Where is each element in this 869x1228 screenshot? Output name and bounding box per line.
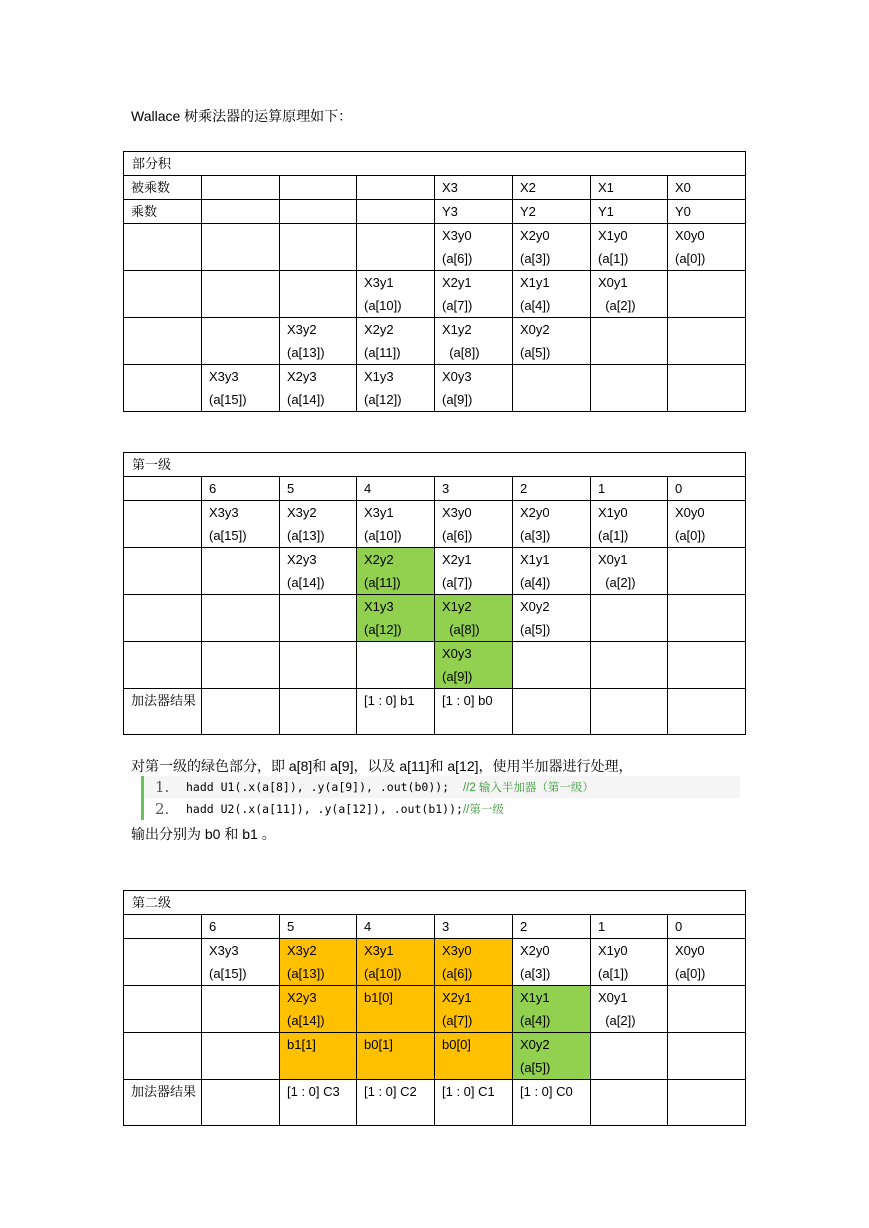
cell-text: (a[15]) <box>209 392 247 407</box>
cell-text: X1y1 <box>520 275 550 290</box>
cell-text: (a[0]) <box>675 966 706 981</box>
table-cell <box>668 501 746 548</box>
table-cell <box>435 939 513 986</box>
table-row <box>124 365 746 412</box>
table-cell <box>280 271 357 318</box>
table-cell <box>435 642 513 689</box>
table-cell <box>280 200 357 224</box>
cell-text: X3y0 <box>442 228 472 243</box>
cell-text: 4 <box>364 481 372 496</box>
cell-text: (a[8]) <box>442 622 480 637</box>
cell-text: X1y3 <box>364 599 394 614</box>
cell-text: (a[6]) <box>442 966 473 981</box>
table-cell <box>124 548 202 595</box>
table-cell <box>591 1080 668 1126</box>
table-cell <box>513 642 591 689</box>
table-cell <box>591 1033 668 1080</box>
table-cell <box>513 318 591 365</box>
code-text: hadd U1(.x(a[8]), .y(a[9]), .out(b0)); <box>186 780 463 794</box>
cell-text: (a[11]) <box>364 575 401 590</box>
table-cell <box>513 176 591 200</box>
cell-text: X3y3 <box>209 505 239 520</box>
table-cell <box>357 642 435 689</box>
table-cell <box>202 318 280 365</box>
cell-text: (a[10]) <box>364 298 402 313</box>
table-cell <box>357 224 435 271</box>
table-cell <box>124 224 202 271</box>
table-cell <box>202 1080 280 1126</box>
cell-text: 0 <box>675 481 683 496</box>
cell-text: (a[13]) <box>287 345 325 360</box>
cell-text: (a[5]) <box>520 345 551 360</box>
cell-text: (a[13]) <box>287 528 325 543</box>
table-cell <box>668 689 746 735</box>
cell-text: X1y2 <box>442 322 472 337</box>
table-cell <box>124 689 202 735</box>
cell-text: 1 <box>598 919 606 934</box>
cell-text: X2y2 <box>364 322 394 337</box>
cell-text: X0y2 <box>520 1037 550 1052</box>
cell-text: X2y1 <box>442 275 472 290</box>
table-cell <box>435 224 513 271</box>
cell-text: (a[10]) <box>364 966 402 981</box>
table-cell <box>591 939 668 986</box>
table-cell <box>668 915 746 939</box>
table-cell <box>280 501 357 548</box>
table-title: 第一级 <box>124 453 746 477</box>
cell-text: X2y0 <box>520 505 550 520</box>
table-row <box>124 939 746 986</box>
cell-text: b1[1] <box>287 1037 316 1052</box>
table-cell <box>202 986 280 1033</box>
table-cell <box>280 224 357 271</box>
cell-text: 5 <box>287 919 295 934</box>
cell-text: (a[5]) <box>520 1060 551 1075</box>
table-cell <box>357 365 435 412</box>
cell-text: X2y3 <box>287 369 317 384</box>
line-number: 1. <box>155 778 170 796</box>
cell-text: (a[3]) <box>520 528 551 543</box>
cell-text: (a[0]) <box>675 251 706 266</box>
cell-text: (a[2]) <box>598 298 636 313</box>
cell-text: (a[7]) <box>442 575 473 590</box>
cell-text: X3y0 <box>442 505 472 520</box>
cell-text: 3 <box>442 481 450 496</box>
table-cell <box>435 1080 513 1126</box>
code-comment: //第一级 <box>462 804 504 816</box>
table-cell <box>357 689 435 735</box>
table-cell <box>435 986 513 1033</box>
table-row <box>124 548 746 595</box>
cell-text: (a[4]) <box>520 575 551 590</box>
table-cell <box>124 1033 202 1080</box>
table-cell <box>202 200 280 224</box>
cell-text: X0 <box>675 180 691 195</box>
cell-text: X1y3 <box>364 369 394 384</box>
table-cell <box>435 477 513 501</box>
cell-text: X2y0 <box>520 228 550 243</box>
cell-text: (a[0]) <box>675 528 706 543</box>
table-cell <box>591 548 668 595</box>
table-cell <box>513 595 591 642</box>
table-cell <box>435 176 513 200</box>
table-cell <box>513 986 591 1033</box>
table-cell <box>668 548 746 595</box>
table-cell <box>513 365 591 412</box>
table-cell <box>513 477 591 501</box>
table-cell <box>124 915 202 939</box>
table-cell <box>202 642 280 689</box>
cell-text: (a[12]) <box>364 392 402 407</box>
code-text: hadd U2(.x(a[11]), .y(a[12]), .out(b1)); <box>186 802 463 816</box>
table-cell <box>668 477 746 501</box>
table-title: 第二级 <box>124 891 746 915</box>
cell-text: [1 : 0] C0 <box>520 1084 573 1099</box>
cell-text: X2y1 <box>442 990 472 1005</box>
cell-text: X3y3 <box>209 943 239 958</box>
cell-text: (a[14]) <box>287 1013 325 1028</box>
table-cell <box>513 548 591 595</box>
cell-text: 3 <box>442 919 450 934</box>
cell-text: (a[4]) <box>520 298 551 313</box>
table-cell <box>668 1080 746 1126</box>
table-cell <box>202 271 280 318</box>
cell-text: X1y1 <box>520 552 550 567</box>
intro-text: Wallace 树乘法器的运算原理如下： <box>131 108 353 124</box>
table-cell <box>435 1033 513 1080</box>
cell-text: (a[14]) <box>287 575 325 590</box>
table-cell <box>124 477 202 501</box>
cell-text: (a[8]) <box>442 345 480 360</box>
cell-text: X1y0 <box>598 228 628 243</box>
cell-text: X3y3 <box>209 369 239 384</box>
code-line <box>144 798 740 820</box>
cell-text: (a[10]) <box>364 528 402 543</box>
code-line <box>144 776 740 798</box>
table-row <box>124 318 746 365</box>
cell-text: (a[3]) <box>520 966 551 981</box>
cell-text: (a[1]) <box>598 251 629 266</box>
table-cell <box>668 986 746 1033</box>
cell-text: X1y1 <box>520 990 550 1005</box>
table-title: 部分积 <box>124 152 746 176</box>
cell-text: X0y3 <box>442 369 472 384</box>
second-level-table <box>123 890 746 1126</box>
table-cell <box>668 176 746 200</box>
table-cell <box>668 1033 746 1080</box>
table-cell <box>280 176 357 200</box>
cell-text: X2y1 <box>442 552 472 567</box>
cell-text: 被乘数 <box>131 180 171 195</box>
table-cell <box>668 200 746 224</box>
table-cell <box>668 939 746 986</box>
cell-text: (a[2]) <box>598 575 636 590</box>
table-cell <box>357 176 435 200</box>
table-cell <box>202 1033 280 1080</box>
cell-text: (a[3]) <box>520 251 551 266</box>
table-cell <box>357 318 435 365</box>
cell-text: [1 : 0] b1 <box>364 693 415 708</box>
table-cell <box>435 200 513 224</box>
cell-text: X3y2 <box>287 505 317 520</box>
table-cell <box>435 271 513 318</box>
table-cell <box>124 501 202 548</box>
cell-text: 1 <box>598 481 606 496</box>
cell-text: 6 <box>209 919 217 934</box>
table-cell <box>668 365 746 412</box>
table-cell <box>202 501 280 548</box>
table-cell <box>280 915 357 939</box>
table-cell <box>513 939 591 986</box>
cell-text: (a[6]) <box>442 251 473 266</box>
cell-text: X0y3 <box>442 646 472 661</box>
cell-text: Y1 <box>598 204 614 219</box>
table-cell <box>591 477 668 501</box>
table-cell <box>591 365 668 412</box>
table-cell <box>202 689 280 735</box>
table-cell <box>435 915 513 939</box>
cell-text: X3y1 <box>364 275 394 290</box>
table-cell <box>591 176 668 200</box>
table-cell <box>124 318 202 365</box>
cell-text: [1 : 0] C2 <box>364 1084 417 1099</box>
paragraph-green-explanation: 对第一级的绿色部分，即 a[8]和 a[9]，以及 a[11]和 a[12]，使用半加器进行处理， <box>131 758 633 774</box>
table-cell <box>668 642 746 689</box>
table-cell <box>513 200 591 224</box>
cell-text: (a[1]) <box>598 528 629 543</box>
table-cell <box>513 915 591 939</box>
code-comment: //2 输入半加器（第一级） <box>462 782 594 794</box>
table-cell <box>124 176 202 200</box>
cell-text: (a[4]) <box>520 1013 551 1028</box>
table-cell <box>668 224 746 271</box>
cell-text: (a[2]) <box>598 1013 636 1028</box>
cell-text: [1 : 0] b0 <box>442 693 493 708</box>
table-cell <box>124 642 202 689</box>
cell-text: b0[1] <box>364 1037 393 1052</box>
table-cell <box>357 548 435 595</box>
cell-text: b0[0] <box>442 1037 471 1052</box>
cell-text: X2 <box>520 180 536 195</box>
cell-text: X2y0 <box>520 943 550 958</box>
table-cell <box>280 642 357 689</box>
table-cell <box>591 689 668 735</box>
table-row <box>124 501 746 548</box>
table-cell <box>591 271 668 318</box>
cell-text: 6 <box>209 481 217 496</box>
table-cell <box>591 224 668 271</box>
cell-text: X0y1 <box>598 275 628 290</box>
cell-text: (a[6]) <box>442 528 473 543</box>
partial-product-table <box>123 151 746 412</box>
table-cell <box>668 318 746 365</box>
table-row <box>124 986 746 1033</box>
cell-text: X2y2 <box>364 552 394 567</box>
cell-text: X3 <box>442 180 458 195</box>
cell-text: (a[7]) <box>442 298 473 313</box>
cell-text: X2y3 <box>287 552 317 567</box>
table-cell <box>280 939 357 986</box>
table-cell <box>513 271 591 318</box>
cell-text: 加法器结果 <box>131 1084 197 1099</box>
table-cell <box>513 1080 591 1126</box>
cell-text: X0y2 <box>520 599 550 614</box>
table-cell <box>591 642 668 689</box>
code-block <box>141 776 740 820</box>
table-cell <box>357 271 435 318</box>
table-cell <box>435 365 513 412</box>
table-cell <box>280 986 357 1033</box>
cell-text: X3y2 <box>287 322 317 337</box>
cell-text: 乘数 <box>131 204 158 219</box>
table-cell <box>435 318 513 365</box>
cell-text: X1 <box>598 180 614 195</box>
table-cell <box>124 271 202 318</box>
cell-text: X3y1 <box>364 505 394 520</box>
table-row <box>124 1080 746 1126</box>
cell-text: 加法器结果 <box>131 693 197 708</box>
paragraph-output: 输出分别为 b0 和 b1 。 <box>131 826 276 842</box>
cell-text: (a[12]) <box>364 622 402 637</box>
table-cell <box>435 595 513 642</box>
table-cell <box>668 271 746 318</box>
cell-text: Y0 <box>675 204 691 219</box>
cell-text: X0y1 <box>598 990 628 1005</box>
table-cell <box>513 689 591 735</box>
table-row <box>124 477 746 501</box>
cell-text: (a[1]) <box>598 966 629 981</box>
table-cell <box>513 224 591 271</box>
table-cell <box>202 477 280 501</box>
cell-text: b1[0] <box>364 990 393 1005</box>
table-cell <box>280 689 357 735</box>
table-cell <box>591 200 668 224</box>
cell-text: (a[15]) <box>209 528 247 543</box>
table-cell <box>202 176 280 200</box>
cell-text: X3y0 <box>442 943 472 958</box>
table-cell <box>591 501 668 548</box>
cell-text: X0y2 <box>520 322 550 337</box>
table-cell <box>280 548 357 595</box>
table-cell <box>357 986 435 1033</box>
cell-text: (a[7]) <box>442 1013 473 1028</box>
cell-text: (a[11]) <box>364 345 401 360</box>
cell-text: X0y0 <box>675 505 705 520</box>
table-cell <box>124 939 202 986</box>
table-cell <box>202 365 280 412</box>
table-cell <box>280 1080 357 1126</box>
table-row <box>124 642 746 689</box>
table-cell <box>435 501 513 548</box>
table-row <box>124 1033 746 1080</box>
cell-text: X0y0 <box>675 943 705 958</box>
table-cell <box>280 318 357 365</box>
table-cell <box>202 595 280 642</box>
table-cell <box>202 939 280 986</box>
table-cell <box>591 595 668 642</box>
cell-text: Y3 <box>442 204 458 219</box>
first-level-table <box>123 452 746 735</box>
table-cell <box>591 915 668 939</box>
table-cell <box>124 365 202 412</box>
table-cell <box>591 986 668 1033</box>
table-row <box>124 595 746 642</box>
table-cell <box>280 595 357 642</box>
table-cell <box>357 501 435 548</box>
cell-text: X1y0 <box>598 943 628 958</box>
cell-text: (a[5]) <box>520 622 551 637</box>
table-cell <box>202 548 280 595</box>
table-cell <box>124 595 202 642</box>
table-row <box>124 224 746 271</box>
cell-text: (a[9]) <box>442 392 473 407</box>
table-cell <box>357 200 435 224</box>
table-cell <box>280 477 357 501</box>
table-cell <box>280 365 357 412</box>
cell-text: (a[14]) <box>287 392 325 407</box>
cell-text: X2y3 <box>287 990 317 1005</box>
table-cell <box>435 548 513 595</box>
cell-text: (a[13]) <box>287 966 325 981</box>
table-cell <box>124 1080 202 1126</box>
cell-text: 2 <box>520 481 528 496</box>
cell-text: 4 <box>364 919 372 934</box>
cell-text: X3y2 <box>287 943 317 958</box>
cell-text: 2 <box>520 919 528 934</box>
line-number: 2. <box>155 800 170 818</box>
table-cell <box>357 595 435 642</box>
table-cell <box>357 1080 435 1126</box>
table-row <box>124 271 746 318</box>
table-cell <box>357 1033 435 1080</box>
table-row <box>124 200 746 224</box>
cell-text: 0 <box>675 919 683 934</box>
table-cell <box>202 915 280 939</box>
table-cell <box>668 595 746 642</box>
cell-text: 5 <box>287 481 295 496</box>
cell-text: X3y1 <box>364 943 394 958</box>
table-row <box>124 176 746 200</box>
table-cell <box>124 986 202 1033</box>
cell-text: X1y0 <box>598 505 628 520</box>
cell-text: Y2 <box>520 204 536 219</box>
cell-text: (a[15]) <box>209 966 247 981</box>
table-cell <box>124 200 202 224</box>
table-row <box>124 689 746 735</box>
cell-text: (a[9]) <box>442 669 473 684</box>
cell-text: [1 : 0] C1 <box>442 1084 495 1099</box>
table-cell <box>202 224 280 271</box>
table-cell <box>357 477 435 501</box>
table-cell <box>591 318 668 365</box>
cell-text: [1 : 0] C3 <box>287 1084 340 1099</box>
table-cell <box>357 915 435 939</box>
cell-text: X1y2 <box>442 599 472 614</box>
cell-text: X0y0 <box>675 228 705 243</box>
table-cell <box>513 1033 591 1080</box>
cell-text: X0y1 <box>598 552 628 567</box>
table-cell <box>513 501 591 548</box>
table-cell <box>357 939 435 986</box>
table-row <box>124 915 746 939</box>
table-cell <box>280 1033 357 1080</box>
table-cell <box>435 689 513 735</box>
